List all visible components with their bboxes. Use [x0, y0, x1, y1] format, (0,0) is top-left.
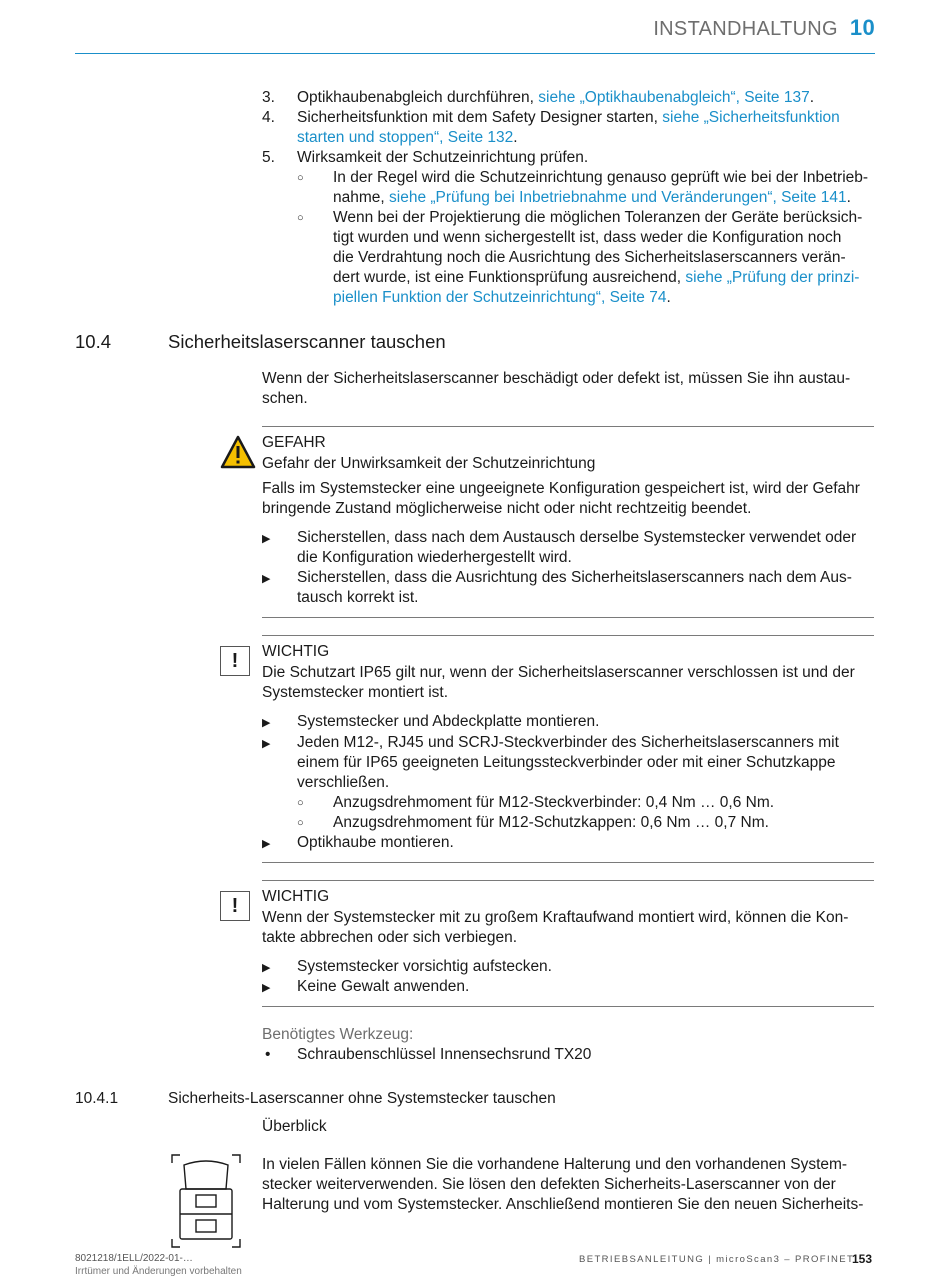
circle-bullet-icon: ○	[297, 172, 304, 184]
subsection-title: Sicherheits-Laserscanner ohne Systemstecker tauschen	[168, 1090, 556, 1107]
triangle-bullet-icon: ▶	[262, 838, 271, 850]
overview-text: In vielen Fällen können Sie die vorhandene Halterung und den vorhandenen System-	[262, 1156, 848, 1173]
triangle-bullet-icon: ▶	[262, 533, 271, 545]
step-number: 5.	[262, 149, 275, 166]
cross-reference-link[interactable]: siehe „Prüfung der prinzi-	[685, 269, 860, 286]
footer-disclaimer: Irrtümer und Änderungen vorbehalten	[75, 1266, 242, 1277]
header-chapter-number: 10	[849, 15, 875, 40]
triangle-bullet-icon: ▶	[262, 738, 271, 750]
note-label: WICHTIG	[262, 643, 330, 660]
overview-heading: Überblick	[262, 1118, 327, 1135]
step-text: Wirksamkeit der Schutzeinrichtung prüfen.	[297, 149, 589, 166]
tools-label: Benötigtes Werkzeug:	[262, 1026, 414, 1043]
laser-scanner-device-icon	[170, 1153, 242, 1249]
page-number: 153	[852, 1252, 873, 1266]
cross-reference-link[interactable]: starten und stoppen“, Seite 132	[297, 129, 514, 146]
step-number: 4.	[262, 109, 275, 126]
cross-reference-link[interactable]: siehe „Prüfung bei Inbetriebnahme und Veränderungen“, Seite 141	[389, 189, 847, 206]
header-rule	[75, 53, 875, 54]
step-text: Sicherheitsfunktion mit dem Safety Designer starten,	[297, 109, 663, 126]
cross-reference-link[interactable]: siehe „Sicherheitsfunktion	[662, 109, 840, 126]
triangle-bullet-icon: ▶	[262, 717, 271, 729]
danger-top-rule	[262, 426, 874, 427]
triangle-bullet-icon: ▶	[262, 982, 271, 994]
footer-product: BETRIEBSANLEITUNG | microScan3 – PROFINET	[579, 1254, 855, 1265]
header-section-title: INSTANDHALTUNG	[653, 18, 838, 40]
running-header	[653, 15, 875, 40]
dot-bullet-icon: •	[265, 1046, 271, 1063]
danger-bottom-rule	[262, 617, 874, 618]
note-bottom-rule	[262, 862, 874, 863]
note-bottom-rule	[262, 1006, 874, 1007]
section-title: Sicherheitslaserscanner tauschen	[168, 331, 446, 352]
section-intro: Wenn der Sicherheitslaserscanner beschädigt oder defekt ist, müssen Sie ihn austau-	[262, 370, 851, 387]
circle-bullet-icon: ○	[297, 212, 304, 224]
note-top-rule	[262, 635, 874, 636]
cross-reference-link[interactable]: piellen Funktion der Schutzeinrichtung“, Seite 74	[333, 289, 667, 306]
danger-subtitle: Gefahr der Unwirksamkeit der Schutzeinrichtung	[262, 455, 596, 472]
step-number: 3.	[262, 89, 275, 106]
circle-bullet-icon: ○	[297, 797, 304, 809]
warning-triangle-icon	[220, 435, 256, 469]
footer-doc-id: 8021218/1ELL/2022-01-…	[75, 1253, 193, 1264]
note-text: Die Schutzart IP65 gilt nur, wenn der Sicherheitslaserscanner verschlossen ist und der	[262, 664, 855, 681]
step-text: Optikhaubenabgleich durchführen,	[297, 89, 539, 106]
danger-text: Falls im Systemstecker eine ungeeignete Konfiguration gespeichert ist, wird der Gefahr	[262, 480, 860, 497]
triangle-bullet-icon: ▶	[262, 962, 271, 974]
section-number: 10.4	[75, 331, 112, 352]
note-label: WICHTIG	[262, 888, 330, 905]
note-text: Wenn der Systemstecker mit zu großem Kraftaufwand montiert wird, können die Kon-	[262, 909, 849, 926]
exclamation-note-icon: !	[220, 646, 250, 676]
triangle-bullet-icon: ▶	[262, 573, 271, 585]
cross-reference-link[interactable]: siehe „Optikhaubenabgleich“, Seite 137	[538, 89, 810, 106]
note-top-rule	[262, 880, 874, 881]
subsection-number: 10.4.1	[75, 1090, 119, 1107]
circle-bullet-icon: ○	[297, 817, 304, 829]
exclamation-note-icon: !	[220, 891, 250, 921]
danger-label: GEFAHR	[262, 434, 326, 451]
